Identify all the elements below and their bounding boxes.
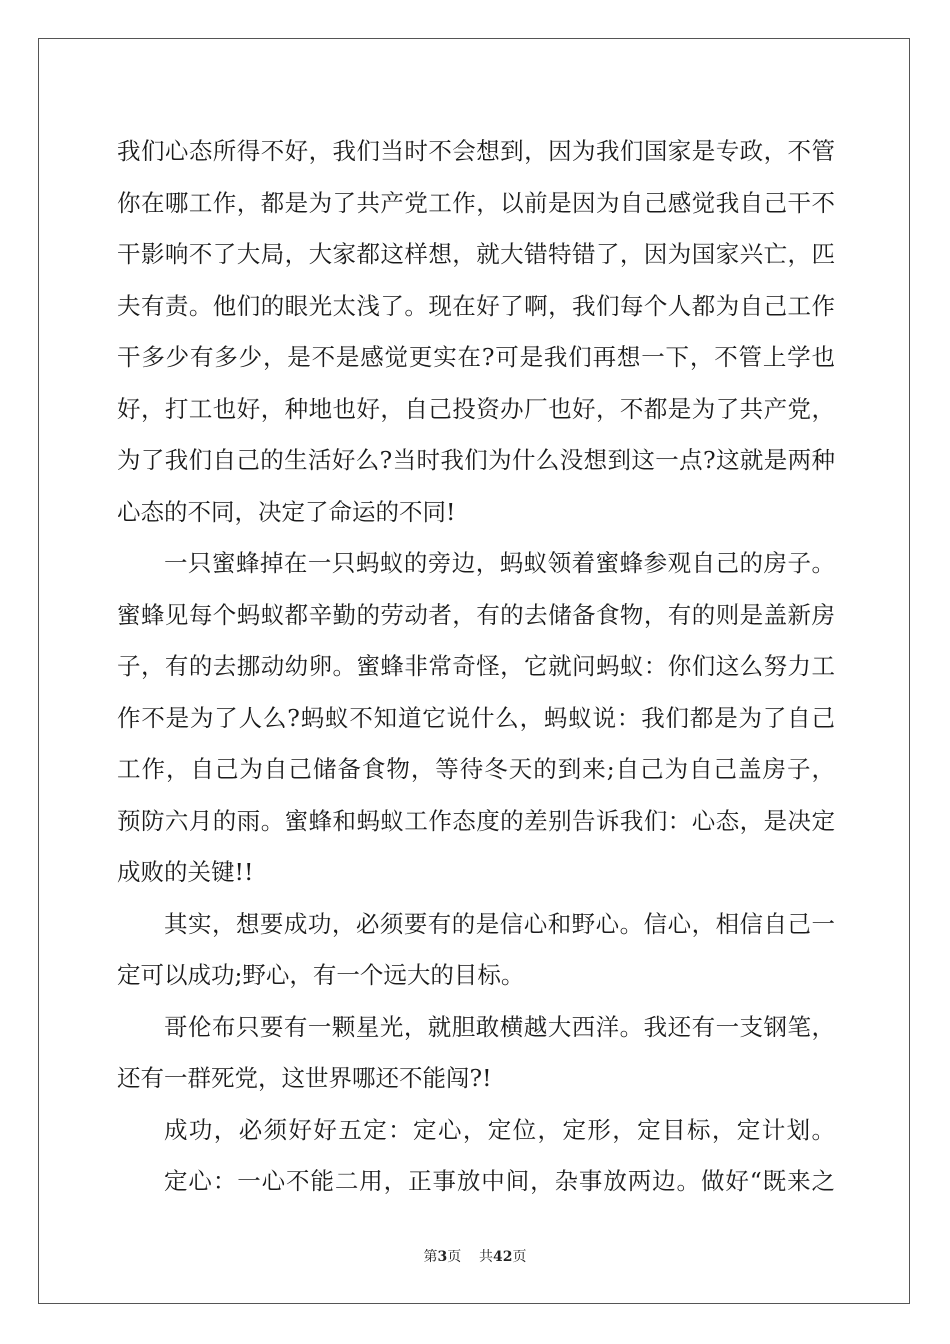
text-line: 其实，想要成功，必须要有的是信心和野心。信心，相信自己一 — [164, 909, 835, 938]
total-suffix: 页 — [512, 1249, 527, 1265]
text-line: 好，打工也好，种地也好，自己投资办厂也好，不都是为了共产党， — [117, 394, 835, 423]
text-line: 作不是为了人么?蚂蚁不知道它说什么，蚂蚁说：我们都是为了自己 — [117, 703, 835, 732]
text-line: 工作，自己为自己储备食物，等待冬天的到来;自己为自己盖房子， — [117, 755, 835, 783]
page-suffix: 页 — [447, 1249, 462, 1265]
total-pages: 42 — [493, 1249, 513, 1265]
text-line: 一只蜜蜂掉在一只蚂蚁的旁边，蚂蚁领着蜜蜂参观自己的房子。 — [164, 549, 835, 577]
text-line: 成败的关键!! — [117, 858, 254, 886]
text-line: 你在哪工作，都是为了共产党工作，以前是因为自己感觉我自己干不 — [117, 188, 835, 217]
page-footer — [0, 1246, 950, 1266]
text-line: 蜜蜂见每个蚂蚁都辛勤的劳动者，有的去储备食物，有的则是盖新房 — [117, 600, 835, 629]
text-line: 我们心态所得不好，我们当时不会想到，因为我们国家是专政，不管 — [117, 137, 835, 165]
page-number: 3 — [437, 1249, 448, 1265]
total-prefix: 共 — [479, 1249, 494, 1265]
document-body — [117, 126, 835, 1208]
text-line: 定心：一心不能二用，正事放中间，杂事放两边。做好“既来之 — [164, 1167, 835, 1195]
text-line: 干多少有多少，是不是感觉更实在?可是我们再想一下，不管上学也 — [117, 343, 835, 371]
text-line: 还有一群死党，这世界哪还不能闯?! — [117, 1064, 492, 1092]
text-line: 干影响不了大局，大家都这样想，就大错特错了，因为国家兴亡，匹 — [117, 240, 835, 268]
text-line: 预防六月的雨。蜜蜂和蚂蚁工作态度的差别告诉我们：心态，是决定 — [117, 806, 835, 835]
text-line: 成功，必须好好五定：定心，定位，定形，定目标，定计划。 — [164, 1115, 835, 1144]
text-line: 哥伦布只要有一颗星光，就胆敢横越大西洋。我还有一支钢笔， — [164, 1012, 835, 1041]
text-line: 为了我们自己的生活好么?当时我们为什么没想到这一点?这就是两种 — [117, 446, 835, 474]
text-line: 子，有的去挪动幼卵。蜜蜂非常奇怪，它就问蚂蚁：你们这么努力工 — [117, 652, 835, 680]
text-line: 夫有责。他们的眼光太浅了。现在好了啊，我们每个人都为自己工作 — [117, 291, 835, 320]
text-line: 心态的不同，决定了命运的不同! — [117, 497, 456, 526]
text-line: 定可以成功;野心，有一个远大的目标。 — [117, 961, 525, 989]
page-prefix: 第 — [423, 1249, 438, 1265]
